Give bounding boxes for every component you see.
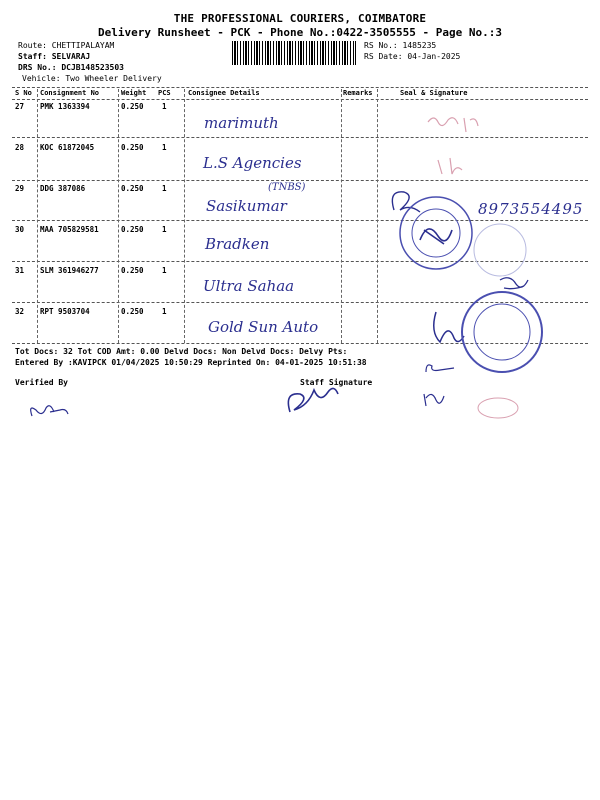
col-header-pcs: PCS xyxy=(158,89,171,97)
column-divider xyxy=(377,89,378,343)
row-pcs: 1 xyxy=(162,143,167,152)
rs-date: RS Date: 04-Jan-2025 xyxy=(364,52,461,61)
rs-number: RS No.: 1485235 xyxy=(364,41,437,50)
staff-label: Staff: SELVARAJ xyxy=(18,52,91,61)
totals-line: Tot Docs: 32 Tot COD Amt: 0.00 Delvd Docs: Non Delvd Docs: Delvy Pts: xyxy=(15,347,348,356)
column-divider xyxy=(184,89,185,343)
col-header-consignment: Consignment No xyxy=(40,89,100,97)
row-consignment: PMK 1363394 xyxy=(40,102,90,111)
column-divider xyxy=(37,89,38,343)
col-header-remarks: Remarks xyxy=(343,89,373,97)
row-weight: 0.250 xyxy=(121,225,144,234)
row-consignee-handwritten: Gold Sun Auto xyxy=(208,318,319,336)
row-consignee-handwritten: Sasikumar xyxy=(206,197,287,215)
row-weight: 0.250 xyxy=(121,184,144,193)
col-header-consignee: Consignee Details xyxy=(188,89,260,97)
staff-signature-mark xyxy=(270,378,360,428)
row-weight: 0.250 xyxy=(121,102,144,111)
col-header-weight: Weight xyxy=(121,89,147,97)
row-pcs: 1 xyxy=(162,184,167,193)
row-consignment: DDG 387086 xyxy=(40,184,86,193)
handwritten-phone-number: 8973554495 xyxy=(478,200,584,218)
row-consignee-handwritten: Ultra Sahaa xyxy=(203,277,295,295)
row-consignment: MAA 705829581 xyxy=(40,225,99,234)
verified-by-label: Verified By xyxy=(15,378,68,387)
table-top-rule xyxy=(12,87,588,88)
row-consignee-note-handwritten: (TNBS) xyxy=(268,182,306,193)
staff-signature-label: Staff Signature xyxy=(300,378,373,387)
entered-by-line: Entered By :KAVIPCK 01/04/2025 10:50:29 Reprinted On: 04-01-2025 10:51:38 xyxy=(15,358,367,367)
row-consignee-handwritten: Bradken xyxy=(205,235,270,253)
row-pcs: 1 xyxy=(162,225,167,234)
row-pcs: 1 xyxy=(162,266,167,275)
row-consignment: KOC 61872045 xyxy=(40,143,95,152)
row-pcs: 1 xyxy=(162,307,167,316)
route-label: Route: CHETTIPALAYAM xyxy=(18,41,115,50)
row-consignee-handwritten: L.S Agencies xyxy=(203,154,302,172)
row-consignment: RPT 9503704 xyxy=(40,307,90,316)
row-sno: 28 xyxy=(15,143,25,152)
barcode xyxy=(232,41,356,65)
row-weight: 0.250 xyxy=(121,143,144,152)
row-consignee-handwritten: marimuth xyxy=(204,114,279,132)
col-header-seal-signature: Seal & Signature xyxy=(400,89,468,97)
row-sno: 32 xyxy=(15,307,25,316)
row-weight: 0.250 xyxy=(121,307,144,316)
runsheet-subtitle: Delivery Runsheet - PCK - Phone No.:0422-3505555 - Page No.:3 xyxy=(98,26,502,39)
receiver-signature-mark xyxy=(418,376,528,426)
col-header-sno: S No xyxy=(15,89,32,97)
row-weight: 0.250 xyxy=(121,266,144,275)
signatures-and-stamps xyxy=(380,100,590,380)
column-divider xyxy=(118,89,119,343)
row-sno: 30 xyxy=(15,225,25,234)
row-sno: 29 xyxy=(15,184,25,193)
company-title: THE PROFESSIONAL COURIERS, COIMBATORE xyxy=(173,12,427,25)
drs-number: DRS No.: DCJB148523503 xyxy=(18,63,124,72)
column-divider xyxy=(341,89,342,343)
vehicle-label: Vehicle: Two Wheeler Delivery xyxy=(22,74,162,83)
row-pcs: 1 xyxy=(162,102,167,111)
row-sno: 27 xyxy=(15,102,25,111)
row-sno: 31 xyxy=(15,266,25,275)
verified-by-signature xyxy=(20,390,80,430)
row-consignment: SLM 361946277 xyxy=(40,266,99,275)
